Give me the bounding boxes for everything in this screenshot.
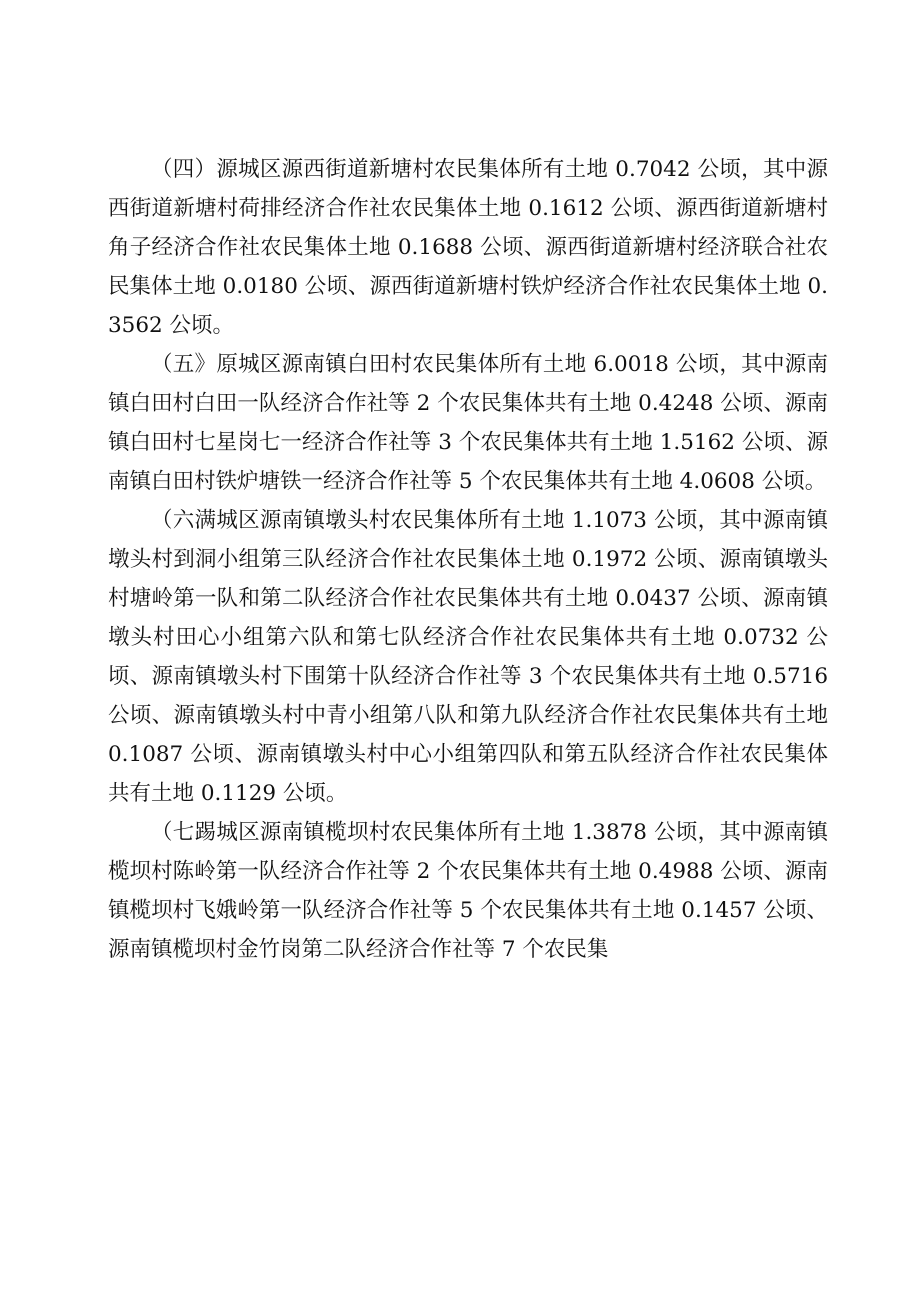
paragraph-4: （四）源城区源西街道新塘村农民集体所有土地 0.7042 公顷，其中源西街道新塘村荷排经济合作社农民集体土地 0.1612 公顷、源西街道新塘村角子经济合作社农民集体土地 0.1688 公顷、源西街道新塘村经济联合社农民集体土地 0.0180 公顷、源西街道新塘村铁炉经济合作社农民集体土地 0.3562 公顷。 — [108, 157, 828, 338]
document-body — [108, 150, 828, 969]
paragraph-6: （六满城区源南镇墩头村农民集体所有土地 1.1073 公顷，其中源南镇墩头村到洞小组第三队经济合作社农民集体土地 0.1972 公顷、源南镇墩头村塘岭第一队和第二队经济合作社农民集体共有土地 0.0437 公顷、源南镇墩头村田心小组第六队和第七队经济合作社农民集体共有土地 0.0732 公顷、源南镇墩头村下围第十队经济合作社等 3 个农民集体共有土地 0.5716 公顷、源南镇墩头村中青小组第八队和第九队经济合作社农民集体共有土地 0.1087 公顷、源南镇墩头村中心小组第四队和第五队经济合作社农民集体共有土地 0.1129 公顷。 — [108, 508, 828, 806]
paragraph-7: （七踢城区源南镇榄坝村农民集体所有土地 1.3878 公顷，其中源南镇榄坝村陈岭第一队经济合作社等 2 个农民集体共有土地 0.4988 公顷、源南镇榄坝村飞娥岭第一队经济合作社等 5 个农民集体共有土地 0.1457 公顷、源南镇榄坝村金竹岗第二队经济合作社等 7 个农民集 — [108, 820, 828, 962]
paragraph-5: （五》原城区源南镇白田村农民集体所有土地 6.0018 公顷，其中源南镇白田村白田一队经济合作社等 2 个农民集体共有土地 0.4248 公顷、源南镇白田村七星岗七一经济合作社等 3 个农民集体共有土地 1.5162 公顷、源南镇白田村铁炉塘铁一经济合作社等 5 个农民集体共有土地 4.0608 公顷。 — [108, 352, 828, 494]
